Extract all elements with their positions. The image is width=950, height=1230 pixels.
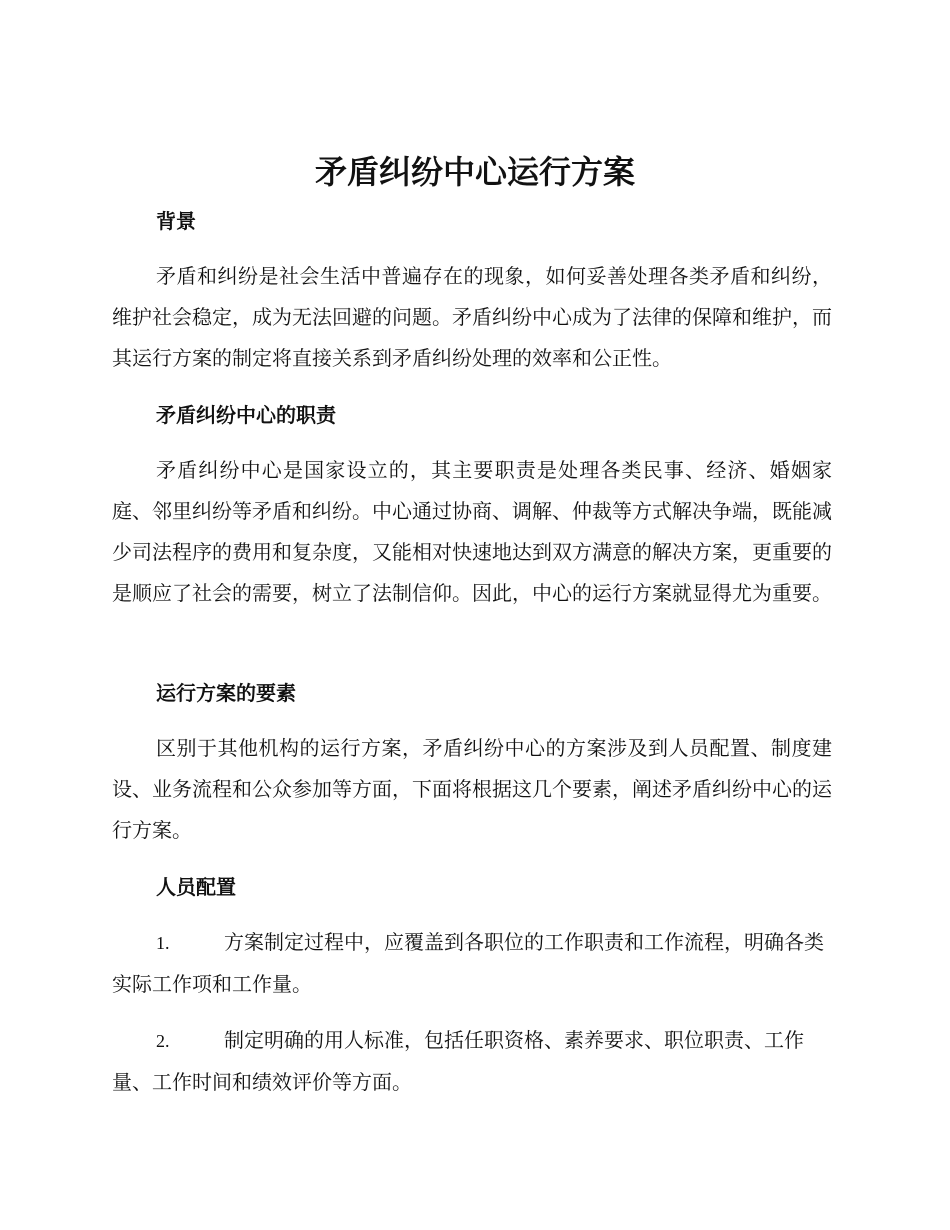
section-paragraph-elements: 区别于其他机构的运行方案，矛盾纠纷中心的方案涉及到人员配置、制度建设、业务流程和公众参加等方面，下面将根据这几个要素，阐述矛盾纠纷中心的运行方案。: [112, 736, 832, 842]
document-title: 矛盾纠纷中心运行方案: [314, 153, 635, 191]
list-item-text: 制定明确的用人标准，包括任职资格、素养要求、职位职责、工作量、工作时间和绩效评价等方面。: [112, 1028, 804, 1094]
section-paragraph-duties: 矛盾纠纷中心是国家设立的，其主要职责是处理各类民事、经济、婚姻家庭、邻里纠纷等矛盾和纠纷。中心通过协商、调解、仲裁等方式解决争端，既能减少司法程序的费用和复杂度，又能相对快速地达到双方满意的解决方案，更重要的是顺应了社会的需要，树立了法制信仰。因此，中心的运行方案就显得尤为重要。: [112, 458, 832, 605]
section-paragraph-background: 矛盾和纠纷是社会生活中普遍存在的现象，如何妥善处理各类矛盾和纠纷，维护社会稳定，成为无法回避的问题。矛盾纠纷中心成为了法律的保障和维护，而其运行方案的制定将直接关系到矛盾纠纷处理的效率和公正性。: [112, 264, 832, 370]
list-item: [112, 922, 832, 1005]
section-heading-elements: 运行方案的要素: [156, 681, 296, 705]
list-item-number: 2.: [156, 1031, 170, 1051]
section-heading-background: 背景: [156, 209, 196, 233]
list-item: [112, 1020, 832, 1103]
list-item-text: 方案制定过程中，应覆盖到各职位的工作职责和工作流程，明确各类实际工作项和工作量。: [112, 930, 824, 996]
section-heading-duties: 矛盾纠纷中心的职责: [156, 403, 336, 427]
section-heading-staffing: 人员配置: [156, 875, 236, 899]
list-item-number: 1.: [156, 933, 170, 953]
